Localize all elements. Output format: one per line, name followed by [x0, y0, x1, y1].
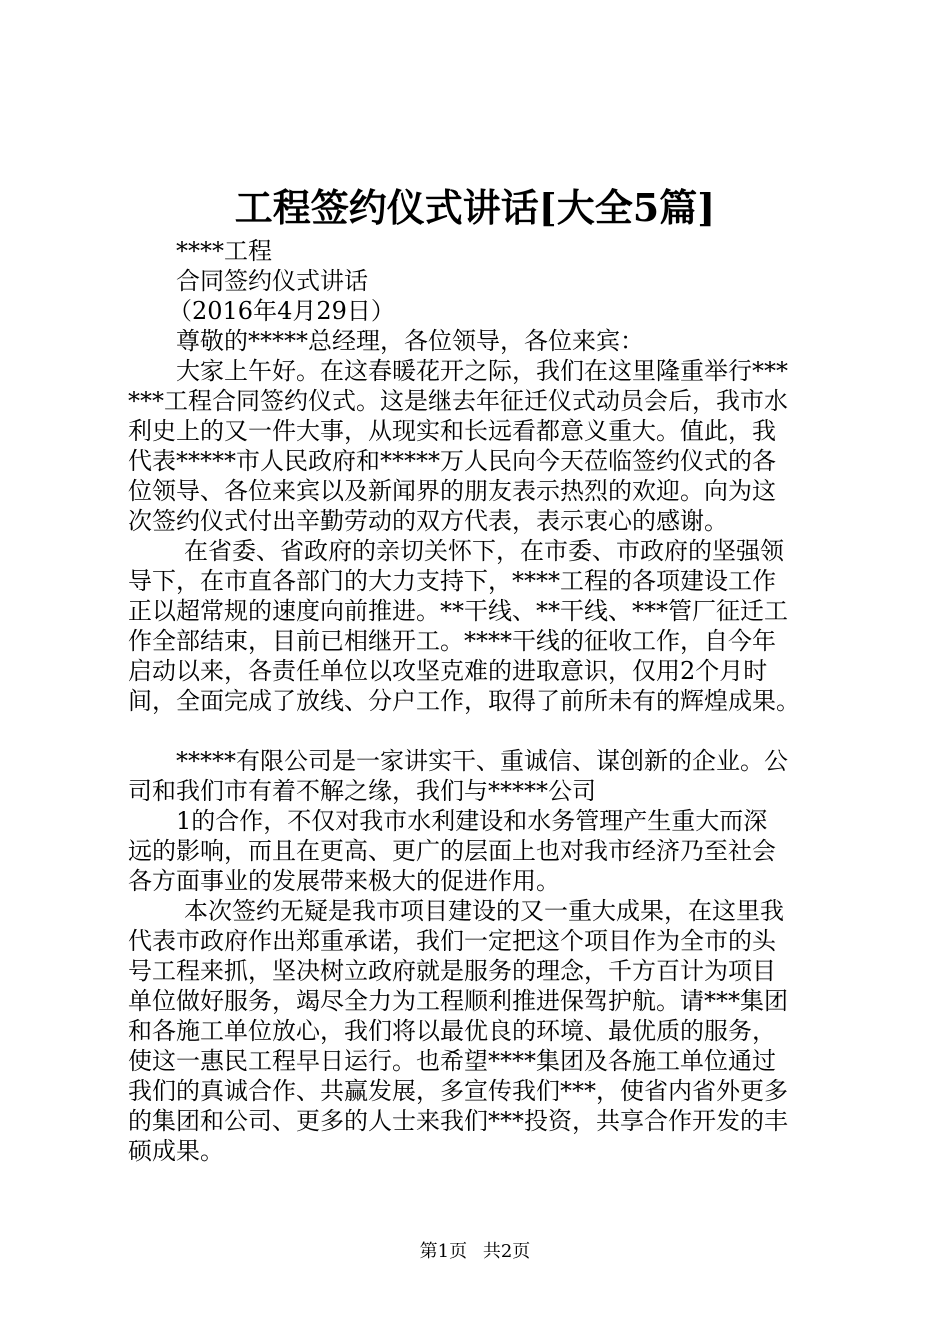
paragraph-line: 作全部结束，目前已相继开工。****干线的征收工作，自今年: [128, 627, 776, 655]
document-body: [128, 236, 800, 1166]
paragraph-line: 大家上午好。在这春暖花开之际，我们在这里隆重举行***: [176, 357, 788, 385]
paragraph-line: 代表*****市人民政府和*****万人民向今天莅临签约仪式的各: [128, 447, 776, 475]
paragraph-line: *****有限公司是一家讲实干、重诚信、谋创新的企业。公: [176, 747, 788, 775]
speech-subtitle-line: 合同签约仪式讲话: [176, 267, 368, 295]
date-line: （2016年4月29日）: [168, 297, 395, 325]
paragraph-line: 利史上的又一件大事，从现实和长远看都意义重大。值此，我: [128, 417, 776, 445]
paragraph-2: [128, 536, 800, 716]
paragraph-line: 各方面事业的发展带来极大的促进作用。: [128, 867, 560, 895]
paragraph-line: 代表市政府作出郑重承诺，我们一定把这个项目作为全市的头: [128, 927, 776, 955]
paragraph-line: 次签约仪式付出辛勤劳动的双方代表，表示衷心的感谢。: [128, 507, 728, 535]
paragraph-line: 司和我们市有着不解之缘，我们与*****公司: [128, 777, 596, 805]
page-number: 第1页: [419, 1241, 468, 1262]
paragraph-5: [128, 896, 788, 1166]
page-total: 共2页: [482, 1241, 531, 1262]
paragraph-line: 的集团和公司、更多的人士来我们***投资，共享合作开发的丰: [128, 1107, 788, 1135]
paragraph-line: 远的影响，而且在更高、更广的层面上也对我市经济乃至社会: [128, 837, 776, 865]
paragraph-line: 本次签约无疑是我市项目建设的又一重大成果，在这里我: [184, 897, 784, 925]
paragraph-line: 号工程来抓，坚决树立政府就是服务的理念，千方百计为项目: [128, 957, 776, 985]
paragraph-gap: [176, 716, 766, 746]
paragraph-line: 硕成果。: [128, 1137, 224, 1165]
paragraph-line: 我们的真诚合作、共赢发展，多宣传我们***，使省内省外更多: [128, 1077, 788, 1105]
salutation-line: 尊敬的*****总经理，各位领导，各位来宾：: [176, 327, 644, 355]
paragraph-line: 和各施工单位放心，我们将以最优良的环境、最优质的服务，: [128, 1017, 776, 1045]
page-footer: [0, 1240, 950, 1264]
paragraph-line: 间，全面完成了放线、分户工作，取得了前所未有的辉煌成果。: [128, 687, 800, 715]
paragraph-line: 位领导、各位来宾以及新闻界的朋友表示热烈的欢迎。向为这: [128, 477, 776, 505]
paragraph-line: 单位做好服务，竭尽全力为工程顺利推进保驾护航。请***集团: [128, 987, 788, 1015]
paragraph-line: 使这一惠民工程早日运行。也希望****集团及各施工单位通过: [128, 1047, 776, 1075]
paragraph-1: [128, 356, 788, 536]
paragraph-line: ***工程合同签约仪式。这是继去年征迁仪式动员会后，我市水: [128, 387, 788, 415]
paragraph-line: 启动以来，各责任单位以攻坚克难的进取意识，仅用2个月时: [128, 657, 768, 685]
paragraph-line: 导下，在市直各部门的大力支持下，****工程的各项建设工作: [128, 567, 776, 595]
paragraph-line: 在省委、省政府的亲切关怀下，在市委、市政府的坚强领: [184, 537, 784, 565]
paragraph-line: 1的合作，不仅对我市水利建设和水务管理产生重大而深: [176, 807, 768, 835]
document-title: 工程签约仪式讲话[大全5篇]: [234, 185, 716, 230]
paragraph-line: 正以超常规的速度向前推进。**干线、**干线、***管厂征迁工: [128, 597, 788, 625]
project-name-line: ****工程: [176, 237, 272, 265]
paragraph-4: [128, 806, 776, 896]
paragraph-3: [128, 746, 788, 806]
